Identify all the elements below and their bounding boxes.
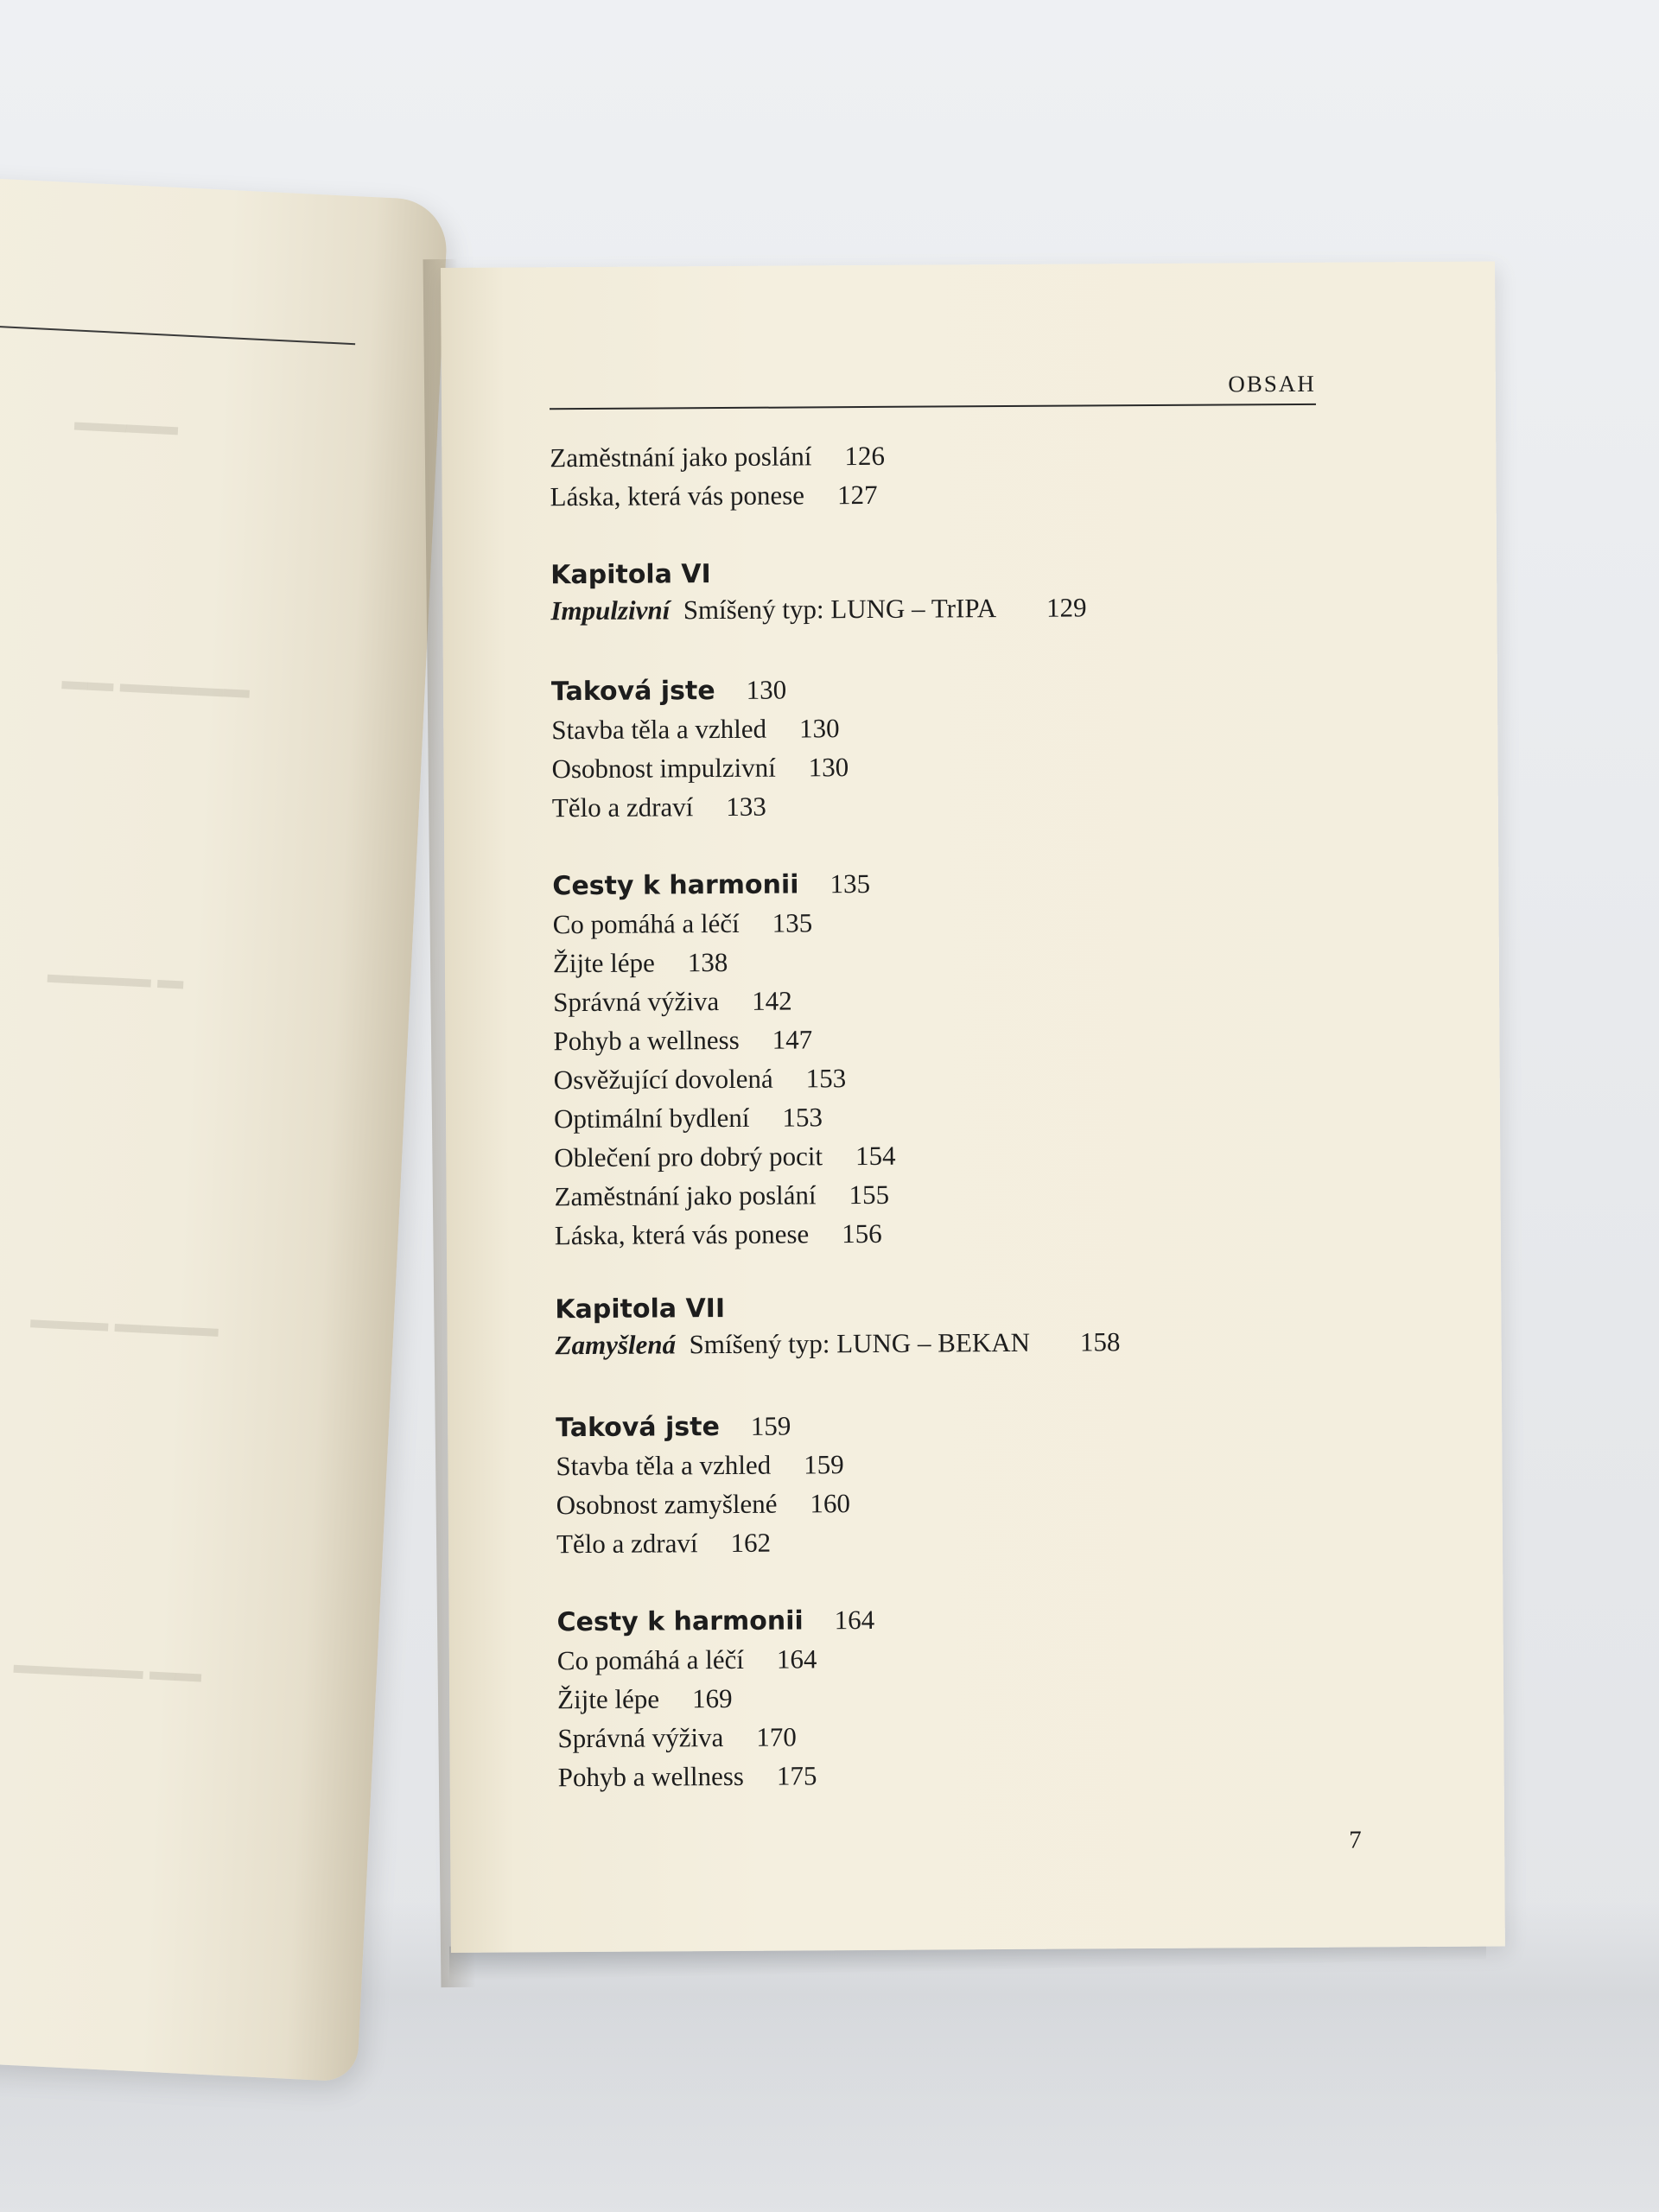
section-heading [556, 1606, 874, 1636]
toc-entry [557, 1760, 817, 1793]
bleed-through-text: ▬▬▬▬▬ ▬▬ [13, 1649, 203, 1688]
toc-entry [551, 713, 840, 746]
toc-entry-page: 133 [726, 791, 766, 822]
toc-entry-page: 130 [808, 752, 849, 783]
section-page: 164 [834, 1604, 875, 1636]
toc-entry-page: 135 [772, 907, 813, 938]
chapter-type-desc: Smíšený typ: LUNG – TrIPA [683, 593, 997, 626]
toc-entry-title: Správná výživa [557, 1722, 724, 1754]
toc-entry-title: Žijte lépe [552, 947, 655, 979]
chapter-type-name: Impulzivní [550, 594, 671, 626]
chapter-heading: Kapitola VII [555, 1294, 726, 1325]
toc-entry-title: Osobnost impulzivní [551, 752, 776, 785]
toc-entry-page: 164 [776, 1643, 817, 1675]
toc-entry [552, 946, 728, 979]
toc-entry-title: Stavba těla a vzhled [556, 1449, 772, 1482]
toc-entry-title: Oblečení pro dobrý pocit [554, 1141, 823, 1173]
running-header: OBSAH [1228, 370, 1316, 397]
bleed-through-text: ▬▬▬▬ [73, 407, 179, 442]
toc-entry-page: 153 [782, 1102, 823, 1133]
toc-entry-page: 130 [798, 713, 840, 744]
toc-entry [556, 1449, 844, 1482]
section-page: 135 [830, 868, 871, 899]
section-title: Taková jste [550, 676, 715, 708]
toc-entry-page: 154 [855, 1140, 896, 1172]
chapter-type-desc: Smíšený typ: LUNG – BEKAN [689, 1326, 1031, 1360]
toc-entry-page: 126 [844, 440, 885, 472]
toc-entry-page: 169 [691, 1682, 733, 1714]
toc-entry [553, 1063, 847, 1096]
toc-entry-page: 170 [756, 1721, 797, 1752]
toc-entry-title: Optimální bydlení [553, 1102, 750, 1135]
toc-entry-page: 156 [842, 1217, 882, 1249]
toc-entry [554, 1181, 889, 1210]
section-title: Cesty k harmonii [552, 869, 799, 902]
left-page-header-rule [0, 325, 355, 345]
toc-entry-page: 155 [849, 1179, 890, 1211]
chapter-page: 158 [1079, 1326, 1121, 1357]
toc-entry-title: Zaměstnání jako poslání [550, 441, 812, 474]
toc-entry-page: 147 [772, 1024, 813, 1055]
bleed-through-text: ▬▬▬▬ ▬ [47, 959, 185, 995]
section-heading [552, 868, 871, 902]
toc-entry-title: Osobnost zamyšlené [556, 1488, 778, 1521]
chapter-heading: Kapitola VI [550, 559, 711, 591]
toc-entry-title: Láska, která vás ponese [554, 1218, 810, 1251]
header-rule [550, 404, 1316, 410]
toc-entry-title: Láska, která vás ponese [550, 480, 805, 512]
toc-entry-title: Pohyb a wellness [557, 1760, 745, 1793]
toc-entry-title: Stavba těla a vzhled [551, 713, 767, 746]
chapter-type-name: Zamyšlená [555, 1329, 677, 1361]
chapter-page: 129 [1046, 592, 1087, 623]
bleed-through-text: ▬▬ ▬▬▬▬▬ [60, 666, 251, 704]
section-title: Cesty k harmonii [556, 1605, 804, 1638]
toc-entry-title: Co pomáhá a léčí [556, 1643, 745, 1676]
section-heading [550, 674, 787, 708]
left-page [0, 177, 448, 2082]
toc-entry [557, 1645, 817, 1674]
toc-entry [550, 481, 878, 510]
toc-entry-title: Zaměstnání jako poslání [554, 1179, 817, 1212]
chapter-subtitle [550, 594, 1086, 624]
toc-entry-page: 175 [776, 1760, 817, 1791]
toc-entry [553, 1024, 813, 1057]
toc-entry-title: Tělo a zdraví [551, 791, 694, 823]
toc-entry-title: Co pomáhá a léčí [552, 907, 740, 940]
toc-entry-title: Osvěžující dovolená [553, 1063, 773, 1096]
section-page: 159 [750, 1410, 791, 1441]
toc-entry-page: 138 [687, 946, 728, 978]
toc-entry-title: Tělo a zdraví [556, 1528, 698, 1560]
table-of-contents [549, 262, 1395, 1854]
toc-entry-title: Správná výživa [553, 986, 720, 1018]
section-heading [556, 1410, 791, 1444]
bleed-through-text: ▬▬▬ ▬▬▬▬ [29, 1305, 219, 1343]
toc-entry [553, 985, 792, 1018]
toc-entry [557, 1682, 733, 1715]
toc-entry-page: 159 [804, 1449, 844, 1480]
toc-entry [551, 752, 849, 785]
toc-entry-page: 153 [805, 1063, 847, 1094]
toc-entry [552, 793, 766, 822]
right-page [441, 262, 1505, 1953]
toc-entry [554, 1217, 882, 1251]
toc-entry [554, 1142, 895, 1171]
section-title: Taková jste [556, 1412, 720, 1444]
toc-entry [553, 1102, 823, 1135]
toc-entry [553, 909, 813, 938]
toc-entry-page: 127 [836, 479, 878, 511]
toc-entry [556, 1529, 771, 1558]
toc-entry [550, 440, 885, 474]
toc-entry-page: 160 [810, 1488, 851, 1519]
page-number: 7 [1349, 1826, 1362, 1854]
toc-entry [557, 1721, 797, 1754]
toc-entry-page: 142 [752, 985, 792, 1016]
toc-entry-title: Pohyb a wellness [553, 1024, 740, 1057]
toc-entry-title: Žijte lépe [557, 1683, 660, 1715]
section-page: 130 [746, 674, 787, 705]
toc-entry [556, 1488, 851, 1521]
chapter-subtitle [555, 1326, 1121, 1361]
toc-entry-page: 162 [730, 1527, 772, 1558]
